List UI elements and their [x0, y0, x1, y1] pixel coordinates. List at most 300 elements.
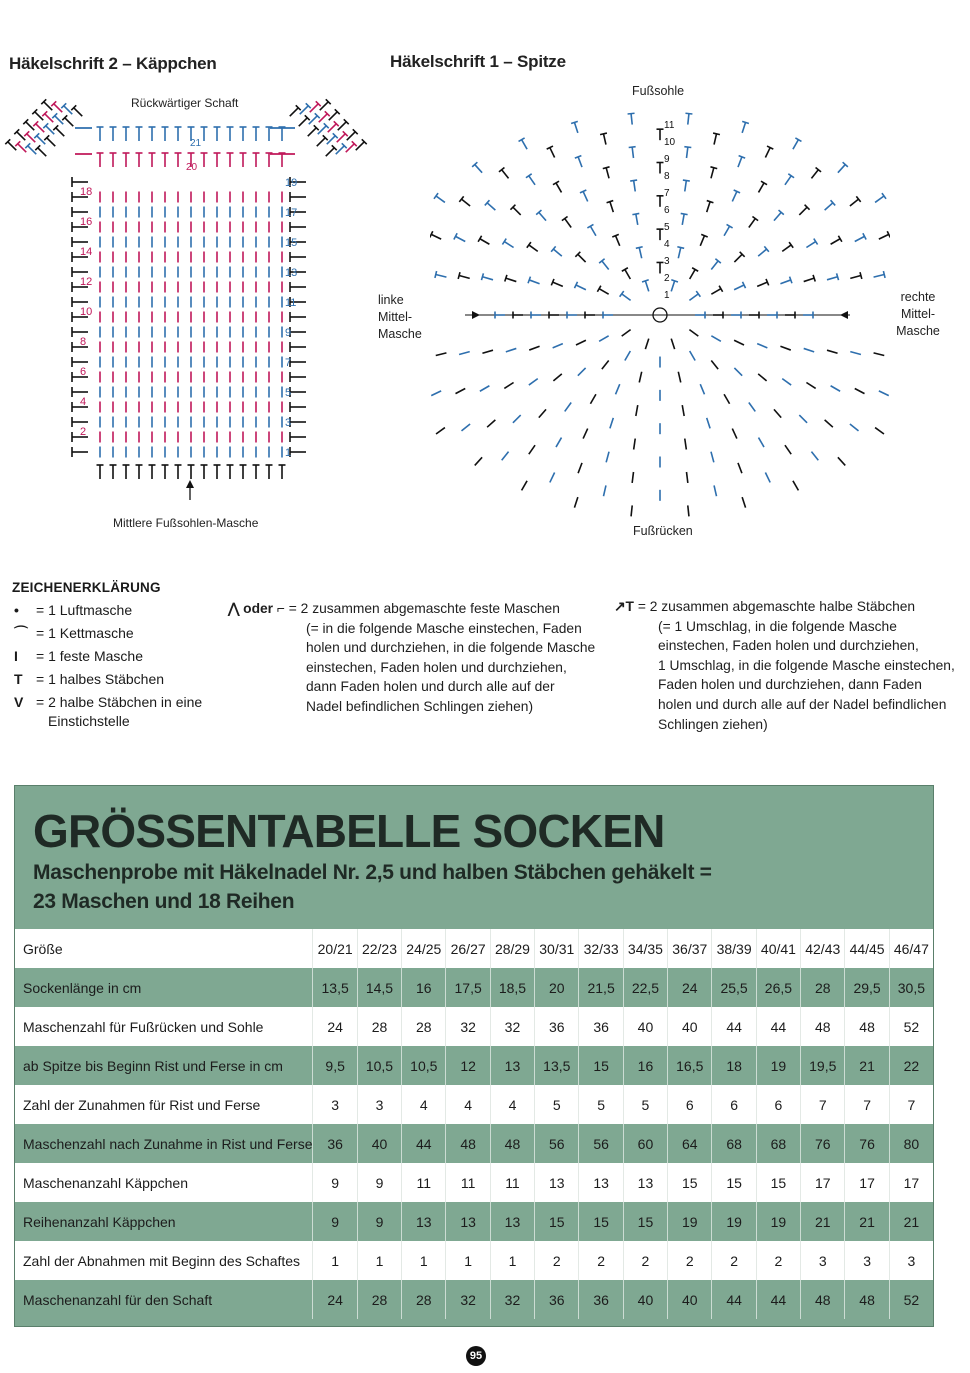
- left-label-line: Mittel-: [378, 310, 413, 324]
- size-header-cell: 42/43: [801, 929, 845, 968]
- sc-stitch-icon: [782, 379, 791, 385]
- hdc-stitch-icon: [575, 252, 588, 265]
- sc-stitch-icon: [734, 340, 744, 345]
- hdc-stitch-icon: [597, 286, 610, 298]
- row-number-left: 14: [80, 246, 93, 258]
- table-cell: 64: [668, 1124, 712, 1163]
- hdc-stitch-icon: [334, 131, 347, 144]
- table-cell: 13: [535, 1163, 579, 1202]
- table-cell: 17,5: [446, 968, 490, 1007]
- row-number-right: 17: [285, 207, 298, 219]
- legend-text: Schlingen ziehen): [658, 716, 768, 732]
- legend-text: Faden holen und durchziehen, dann Faden: [658, 677, 922, 693]
- hdc-stitch-icon: [41, 99, 54, 112]
- hdc-stitch-icon: [175, 127, 182, 141]
- legend-text: einstechen, Faden holen und durchziehen,: [306, 659, 567, 675]
- table-cell: 36: [313, 1124, 357, 1163]
- hdc-stitch-icon: [61, 103, 74, 116]
- size-header-cell: 22/23: [357, 929, 401, 968]
- row-number-right: 7: [285, 357, 292, 369]
- hdc-stitch-icon: [149, 127, 156, 141]
- table-cell: 40: [623, 1280, 667, 1319]
- legend-item: [14, 647, 143, 665]
- hdc-stitch-icon: [632, 213, 641, 225]
- sc-stitch-icon: [838, 457, 845, 465]
- hdc-stitch-icon: [809, 168, 821, 181]
- table-cell: 1: [357, 1241, 401, 1280]
- top-row-number: 20: [186, 162, 198, 173]
- sc-stitch-icon: [714, 485, 716, 496]
- table-cell: 26,5: [756, 968, 800, 1007]
- table-cell: 40: [357, 1124, 401, 1163]
- hdc-stitch-icon: [681, 180, 689, 192]
- table-cell: 48: [801, 1280, 845, 1319]
- table-cell: 21: [845, 1046, 889, 1085]
- sc-stitch-icon: [487, 420, 495, 427]
- sc-stitch-icon: [785, 445, 791, 454]
- table-cell: 24: [668, 968, 712, 1007]
- hdc-stitch-icon: [201, 153, 208, 167]
- sc-stitch-icon: [749, 312, 759, 319]
- table-cell: 32: [490, 1280, 534, 1319]
- sc-stitch-icon: [724, 394, 730, 404]
- hdc-stitch-icon: [110, 153, 117, 167]
- hdc-stitch-icon: [214, 127, 221, 141]
- table-cell: 16: [402, 968, 446, 1007]
- hdc-stitch-icon: [266, 127, 273, 141]
- legend-text: einstechen, Faden holen und durchziehen,: [658, 638, 919, 654]
- hdc-stitch-icon: [149, 153, 156, 167]
- sc-stitch-icon: [482, 350, 493, 353]
- sc-stitch-icon: [529, 379, 538, 385]
- row-label: Zahl der Zunahmen für Rist und Ferse: [15, 1085, 313, 1124]
- hdc-stitch-icon: [23, 119, 36, 132]
- sc-stitch-icon: [431, 391, 441, 396]
- diagram1-chart: [430, 100, 890, 520]
- legend-text: dann Faden holen und durch alle auf der: [306, 679, 555, 695]
- hdc-stitch-icon: [34, 133, 47, 146]
- hdc-stitch-icon: [657, 262, 664, 273]
- hdc-stitch-icon: [642, 280, 652, 293]
- table-cell: 40: [668, 1007, 712, 1046]
- hdc-stitch-icon: [528, 277, 541, 287]
- sc-stitch-icon: [879, 391, 889, 396]
- hdc-stitch-icon: [721, 224, 733, 237]
- round-number: 2: [664, 273, 670, 284]
- hdc-stitch-icon: [485, 200, 498, 213]
- table-cell: 28: [402, 1280, 446, 1319]
- table-cell: 80: [889, 1124, 933, 1163]
- hdc-stitch-icon: [622, 268, 634, 281]
- hdc-stitch-icon: [42, 111, 55, 124]
- table-cell: 15: [623, 1202, 667, 1241]
- hdc-stitch-icon: [499, 168, 511, 181]
- round-number: 9: [664, 154, 670, 165]
- hdc-stitch-icon: [459, 196, 472, 208]
- table-cell: 10,5: [402, 1046, 446, 1085]
- hdc-stitch-icon: [71, 105, 84, 118]
- sc-stitch-icon: [602, 361, 609, 370]
- hdc-stitch-icon: [739, 121, 749, 134]
- diagram1-title: Häkelschrift 1 – Spitze: [390, 52, 566, 71]
- legend-decrease-sc: [228, 599, 595, 717]
- hdc-stitch-icon: [344, 129, 357, 142]
- sc-stitch-icon: [616, 384, 620, 394]
- legend-text: = 1 Kettmasche: [36, 625, 134, 641]
- hdc-stitch-icon: [574, 282, 587, 293]
- hdc-stitch-icon: [826, 273, 839, 283]
- hdc-stitch-icon: [709, 259, 721, 272]
- table-cell: 76: [801, 1124, 845, 1163]
- sc-stitch-icon: [811, 452, 818, 461]
- sc-stitch-icon: [506, 348, 516, 351]
- arrow-left-icon: [840, 311, 848, 319]
- round-number: 6: [664, 205, 670, 216]
- table-cell: 19: [712, 1202, 756, 1241]
- table-cell: 6: [712, 1085, 756, 1124]
- table-cell: 28: [402, 1007, 446, 1046]
- sc-stitch-icon: [480, 386, 490, 392]
- hdc-stitch-icon: [472, 162, 485, 175]
- size-header-cell: 44/45: [845, 929, 889, 968]
- size-header-cell: 24/25: [402, 929, 446, 968]
- sc-stitch-icon: [713, 312, 723, 319]
- hdc-stitch-icon: [25, 143, 38, 156]
- hdc-stitch-icon: [97, 153, 104, 167]
- hdc-stitch-icon: [306, 113, 319, 126]
- arrow-right-icon: [472, 311, 480, 319]
- size-header-cell: 36/37: [668, 929, 712, 968]
- hdc-stitch-icon: [201, 127, 208, 141]
- left-label-line: Masche: [378, 327, 422, 341]
- sc-stitch-icon: [606, 452, 609, 463]
- table-cell: 32: [490, 1007, 534, 1046]
- table-cell: 5: [535, 1085, 579, 1124]
- table-cell: 15: [668, 1163, 712, 1202]
- hdc-stitch-icon: [279, 127, 286, 141]
- hdc-stitch-icon: [779, 277, 792, 287]
- table-row: [15, 1202, 933, 1241]
- row-number-left: 16: [80, 216, 93, 228]
- hdc-stitch-icon: [326, 109, 339, 122]
- table-cell: 17: [889, 1163, 933, 1202]
- row-number-right: 13: [285, 267, 298, 279]
- hdc-stitch-icon: [733, 282, 746, 293]
- hdc-stitch-icon: [240, 127, 247, 141]
- legend-item: [14, 624, 134, 642]
- sc-stitch-icon: [553, 344, 563, 348]
- legend-text: holen und durch alle auf der Nadel befindlichen: [658, 696, 947, 712]
- row-label: Maschenzahl für Fußrücken und Sohle: [15, 1007, 313, 1046]
- sc-stitch-icon: [574, 497, 577, 507]
- table-cell: 14,5: [357, 968, 401, 1007]
- table-cell: 19: [756, 1046, 800, 1085]
- table-cell: 3: [313, 1085, 357, 1124]
- sc-stitch-icon: [707, 418, 710, 428]
- hdc-stitch-icon: [44, 135, 57, 148]
- sc-stitch-icon: [459, 352, 470, 355]
- hdc-stitch-icon: [805, 239, 818, 251]
- table-cell: 15: [535, 1202, 579, 1241]
- hdc-stitch-icon: [571, 121, 581, 134]
- table-cell: 13: [402, 1202, 446, 1241]
- table-cell: 6: [756, 1085, 800, 1124]
- diagram2-bottom-label: Mittlere Fußsohlen-Masche: [113, 516, 259, 530]
- table-cell: 36: [535, 1280, 579, 1319]
- sc-stitch-icon: [732, 429, 737, 439]
- sc-stitch-icon: [850, 352, 861, 355]
- table-cell: 15: [712, 1163, 756, 1202]
- table-cell: 24: [313, 1280, 357, 1319]
- hdc-stitch-icon: [434, 193, 447, 205]
- hdc-stitch-icon: [430, 231, 443, 242]
- table-cell: 3: [357, 1085, 401, 1124]
- hdc-stitch-icon: [729, 190, 740, 203]
- table-cell: 28: [357, 1280, 401, 1319]
- round-number: 5: [664, 222, 670, 233]
- table-cell: 1: [402, 1241, 446, 1280]
- hdc-stitch-icon: [628, 113, 636, 125]
- hdc-stitch-icon: [756, 279, 769, 290]
- sc-stitch-icon: [711, 361, 718, 370]
- size-header-cell: 40/41: [756, 929, 800, 968]
- table-cell: 9: [357, 1163, 401, 1202]
- hdc-stitch-icon: [755, 181, 767, 194]
- hdc-stitch-icon: [553, 181, 565, 194]
- hdc-stitch-icon: [780, 242, 793, 254]
- increase-icon: V: [14, 694, 24, 710]
- hdc-stitch-icon: [316, 111, 329, 124]
- diagram1-bottom-label: Fußrücken: [633, 524, 693, 538]
- hdc-stitch-icon: [307, 101, 320, 114]
- table-cell: 3: [889, 1241, 933, 1280]
- hdc-stitch-icon: [162, 127, 169, 141]
- sc-stitch-icon: [639, 372, 641, 383]
- sc-stitch-icon: [874, 353, 885, 356]
- legend-item: [14, 601, 132, 619]
- hdc-stitch-icon: [849, 272, 861, 282]
- hdc-stitch-icon: [343, 141, 356, 154]
- hdc-stitch-icon: [162, 465, 169, 479]
- subtitle-line: Maschenprobe mit Häkelnadel Nr. 2,5 und halben Stäbchen gehäkelt =: [33, 861, 712, 884]
- sc-stitch-icon: [504, 382, 513, 388]
- hdc-stitch-icon: [136, 153, 143, 167]
- table-cell: 1: [313, 1241, 357, 1280]
- hdc-stitch-icon: [835, 162, 848, 175]
- table-cell: 40: [668, 1280, 712, 1319]
- sc-stitch-icon: [529, 346, 539, 350]
- table-cell: 60: [623, 1124, 667, 1163]
- hdc-stitch-icon: [253, 127, 260, 141]
- hdc-stitch-icon: [822, 200, 835, 213]
- table-cell: 13,5: [535, 1046, 579, 1085]
- table-cell: 20: [535, 968, 579, 1007]
- hdc-stitch-icon: [505, 275, 518, 285]
- sc-stitch-icon: [578, 368, 586, 376]
- row-label: ab Spitze bis Beginn Rist und Ferse in cm: [15, 1046, 313, 1085]
- sc-stitch-icon: [578, 463, 582, 473]
- hdc-stitch-icon: [136, 465, 143, 479]
- table-cell: 19: [668, 1202, 712, 1241]
- sc-stitch-icon: [583, 429, 588, 439]
- sc-stitch-icon: [590, 394, 596, 404]
- hdc-stitch-icon: [603, 167, 613, 179]
- table-cell: 15: [579, 1202, 623, 1241]
- table-cell: 18,5: [490, 968, 534, 1007]
- size-table-panel: [14, 785, 934, 1327]
- table-cell: 3: [845, 1241, 889, 1280]
- legend-item: [48, 712, 130, 730]
- hdc-stitch-icon: [687, 291, 700, 303]
- hdc-stitch-icon: [458, 272, 470, 282]
- sc-stitch-icon: [731, 312, 741, 319]
- table-cell: 52: [889, 1007, 933, 1046]
- sc-stitch-icon: [599, 336, 609, 342]
- hdc-stitch-icon: [599, 259, 611, 272]
- sc-stitch-icon: [585, 312, 595, 319]
- hdc-stitch-icon: [478, 236, 491, 248]
- round-number: 7: [664, 188, 670, 199]
- table-cell: 17: [845, 1163, 889, 1202]
- legend-text: Nadel befindlichen Schlingen ziehen): [306, 698, 534, 714]
- sc-stitch-icon: [711, 452, 714, 463]
- table-cell: 29,5: [845, 968, 889, 1007]
- round-number: 1: [664, 290, 670, 301]
- sc-stitch-icon: [531, 312, 541, 319]
- table-cell: 48: [490, 1124, 534, 1163]
- sc-stitch-icon: [688, 505, 689, 516]
- table-cell: 11: [490, 1163, 534, 1202]
- sc-stitch-icon: [553, 374, 561, 381]
- sc-stitch-icon: [576, 340, 586, 345]
- hdc-stitch-icon: [877, 231, 890, 242]
- hdc-stitch-icon: [746, 217, 758, 230]
- hdc-stitch-icon: [782, 174, 794, 187]
- row-number-left: 12: [80, 276, 93, 288]
- table-cell: 22,5: [623, 968, 667, 1007]
- sc-stitch-icon: [539, 409, 546, 417]
- sc-stitch-icon: [685, 439, 687, 450]
- hdc-stitch-icon: [15, 141, 28, 154]
- row-label: Maschenanzahl Käppchen: [15, 1163, 313, 1202]
- sc-stitch-icon: [742, 497, 745, 507]
- hdc-stitch-icon: [657, 196, 664, 207]
- diagram1-top-label: Fußsohle: [632, 84, 685, 98]
- table-cell: 9: [313, 1163, 357, 1202]
- sc-stitch-icon: [436, 353, 447, 356]
- sc-stitch-icon: [678, 372, 680, 383]
- sc-stitch-icon: [604, 485, 606, 496]
- table-cell: 9,5: [313, 1046, 357, 1085]
- sc-stitch-icon: [825, 420, 833, 427]
- sc-stitch-icon: [785, 312, 795, 319]
- hdc-stitch-icon: [240, 153, 247, 167]
- hdc-stitch-icon: [527, 242, 540, 254]
- table-cell: 12: [446, 1046, 490, 1085]
- sc-stitch-icon: [793, 481, 799, 491]
- hdc-stitch-icon: [710, 286, 723, 298]
- table-cell: 21: [801, 1202, 845, 1241]
- hdc-stitch-icon: [630, 180, 638, 192]
- header-cell: Größe: [15, 929, 313, 968]
- hdc-stitch-icon: [547, 146, 558, 159]
- hdc-stitch-icon: [240, 465, 247, 479]
- sc-stitch-icon: [806, 382, 815, 388]
- hdc-stitch-icon: [629, 147, 637, 159]
- table-cell: 32: [446, 1007, 490, 1046]
- table-cell: 44: [712, 1280, 756, 1319]
- hdc-stitch-icon: [5, 139, 18, 152]
- sc-stitch-icon: [461, 424, 470, 431]
- page-number: 95: [466, 1346, 486, 1366]
- table-cell: 13: [623, 1163, 667, 1202]
- legend-text: = 2 zusammen abgemaschte feste Maschen: [288, 601, 560, 616]
- hdc-stitch-icon: [227, 153, 234, 167]
- size-header-cell: 46/47: [889, 929, 933, 968]
- hdc-stitch-icon: [279, 153, 286, 167]
- round-number: 11: [664, 120, 675, 131]
- size-header-cell: 32/33: [579, 929, 623, 968]
- hdc-stitch-icon: [510, 205, 523, 218]
- round-number: 10: [664, 137, 676, 148]
- size-header-cell: 30/31: [535, 929, 579, 968]
- table-cell: 18: [712, 1046, 756, 1085]
- right-label-line: Mittel-: [900, 307, 936, 321]
- sc-stitch-icon: [529, 445, 535, 454]
- table-cell: 7: [845, 1085, 889, 1124]
- hdc-stitch-icon: [435, 271, 447, 280]
- table-cell: 4: [446, 1085, 490, 1124]
- table-cell: 4: [402, 1085, 446, 1124]
- table-row: [15, 1046, 933, 1085]
- chain-stitch-icon: •: [14, 602, 19, 618]
- row-number-left: 8: [80, 336, 87, 348]
- sc-stitch-icon: [550, 473, 555, 483]
- table-cell: 48: [446, 1124, 490, 1163]
- hdc-stitch-icon: [607, 201, 617, 214]
- hdc-stitch-icon: [62, 115, 75, 128]
- half-double-crochet-icon: T: [14, 671, 23, 687]
- hdc-stitch-icon: [551, 279, 564, 290]
- hdc-stitch-icon: [97, 465, 104, 479]
- hdc-stitch-icon: [297, 103, 310, 116]
- size-header-cell: 20/21: [313, 929, 357, 968]
- diagram2-top-label: Rückwärtiger Schaft: [131, 96, 239, 110]
- sc-stitch-icon: [556, 438, 562, 448]
- table-cell: 9: [357, 1202, 401, 1241]
- hdc-stitch-icon: [305, 125, 318, 138]
- hdc-stitch-icon: [136, 127, 143, 141]
- hdc-stitch-icon: [562, 217, 574, 230]
- hdc-stitch-icon: [683, 147, 691, 159]
- sc-stitch-icon: [689, 330, 698, 336]
- table-row: [15, 1007, 933, 1046]
- table-cell: 40: [623, 1007, 667, 1046]
- right-label-line: rechte: [900, 290, 936, 304]
- row-label: Sockenlänge in cm: [15, 968, 313, 1007]
- row-label: Reihenanzahl Käppchen: [15, 1202, 313, 1241]
- hdc-stitch-icon: [636, 247, 645, 259]
- round-number: 8: [664, 171, 670, 182]
- hdc-stitch-icon: [214, 465, 221, 479]
- sc-stitch-icon: [634, 439, 636, 450]
- hdc-stitch-icon: [580, 190, 591, 203]
- hdc-stitch-icon: [657, 163, 664, 174]
- sc-stitch-icon: [827, 350, 838, 353]
- row-number-left: 18: [80, 186, 93, 198]
- hdc-stitch-icon: [51, 101, 64, 114]
- hdc-stitch-icon: [201, 465, 208, 479]
